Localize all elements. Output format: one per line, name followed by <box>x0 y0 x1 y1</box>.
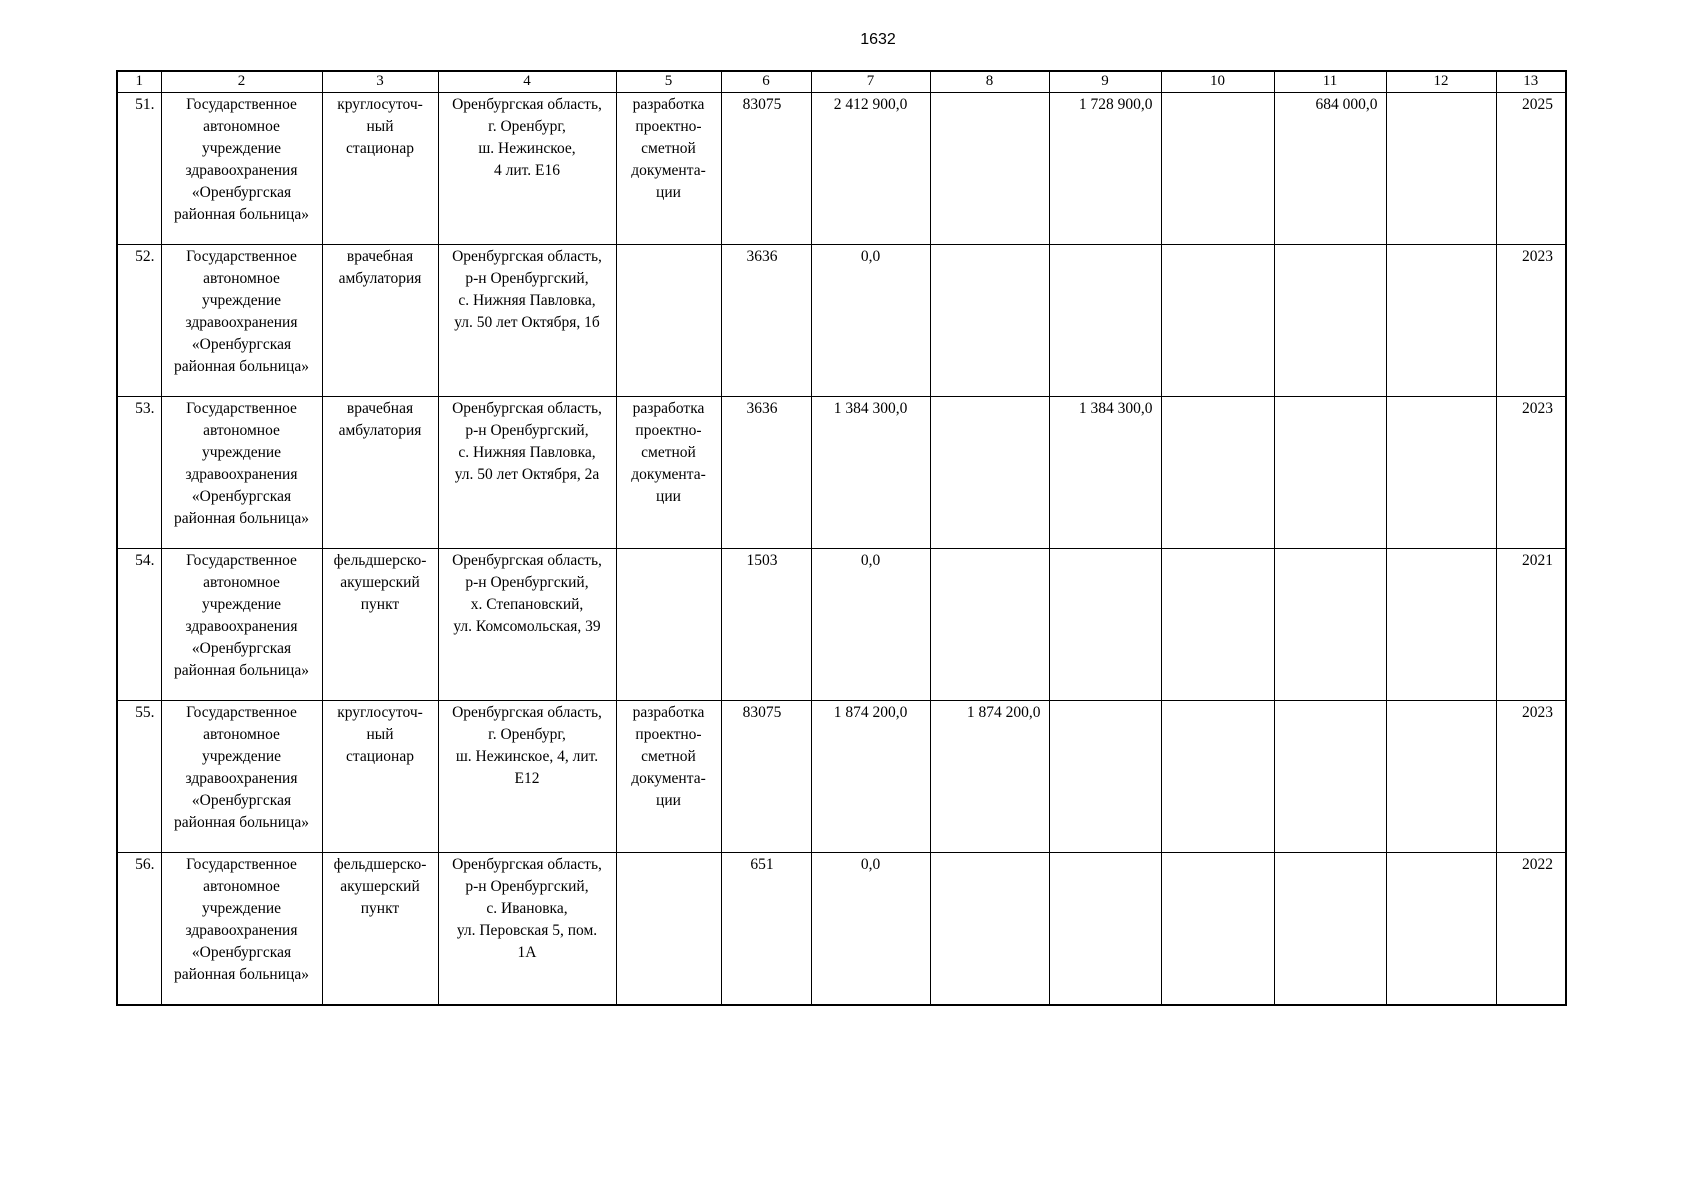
column-number-row <box>117 71 1566 93</box>
col11-cell <box>1274 549 1386 701</box>
address-cell-line: р-н Оренбургский, <box>465 270 589 287</box>
organization-cell-line: автономное <box>203 422 280 439</box>
column-header: 7 <box>811 71 930 93</box>
work-type-cell <box>616 549 721 701</box>
total-cost-cell: 0,0 <box>811 245 930 397</box>
facility-type-cell-line: фельдшерско- <box>333 552 427 569</box>
address-cell-line: ул. Перовская 5, пом. <box>456 922 598 939</box>
address-cell-line: р-н Оренбургский, <box>465 878 589 895</box>
total-cost-cell: 2 412 900,0 <box>811 93 930 245</box>
area-cell: 83075 <box>721 701 811 853</box>
facility-type-cell-line: врачебная <box>346 400 414 417</box>
address-cell-line: с. Ивановка, <box>486 900 568 917</box>
address-cell-line: Оренбургская область, <box>452 856 602 873</box>
col10-cell <box>1161 245 1274 397</box>
work-type-cell-line: проектно- <box>635 422 702 439</box>
column-header: 6 <box>721 71 811 93</box>
address-cell-line: Оренбургская область, <box>452 552 602 569</box>
col9-cell: 1 728 900,0 <box>1049 93 1161 245</box>
address-cell-line: 4 лит. Е16 <box>494 162 560 179</box>
col11-cell <box>1274 853 1386 1006</box>
address-cell-line: г. Оренбург, <box>488 118 566 135</box>
organization-cell-line: «Оренбургская <box>191 640 292 657</box>
facility-type-cell <box>322 93 438 245</box>
organization-cell-line: автономное <box>203 118 280 135</box>
column-header: 3 <box>322 71 438 93</box>
col8-cell <box>930 397 1049 549</box>
address-cell-line: х. Степановский, <box>470 596 584 613</box>
year-cell: 2021 <box>1496 549 1566 701</box>
table-row <box>117 93 1566 245</box>
organization-cell-line: здравоохранения <box>185 466 298 483</box>
facility-type-cell-line: акушерский <box>340 878 420 895</box>
organization-cell-line: районная больница» <box>174 662 309 679</box>
organization-cell-line: Государственное <box>186 248 297 265</box>
organization-cell-line: здравоохранения <box>185 162 298 179</box>
organization-cell-line: здравоохранения <box>185 618 298 635</box>
organization-cell-line: районная больница» <box>174 510 309 527</box>
organization-cell-line: учреждение <box>201 292 282 309</box>
facility-type-cell-line: стационар <box>346 748 414 765</box>
organization-cell-line: Государственное <box>186 552 297 569</box>
facility-type-cell-line: ный <box>366 726 394 743</box>
facility-type-cell-line: фельдшерско- <box>333 856 427 873</box>
organization-cell-line: районная больница» <box>174 814 309 831</box>
organization-cell-line: «Оренбургская <box>191 336 292 353</box>
col8-cell <box>930 93 1049 245</box>
table-row <box>117 853 1566 1006</box>
work-type-cell <box>616 397 721 549</box>
organization-cell-line: здравоохранения <box>185 922 298 939</box>
total-cost-cell: 0,0 <box>811 549 930 701</box>
address-cell-line: р-н Оренбургский, <box>465 574 589 591</box>
organization-cell-line: учреждение <box>201 140 282 157</box>
work-type-cell-line: документа- <box>631 466 706 483</box>
address-cell-line: с. Нижняя Павловка, <box>458 444 596 461</box>
organization-cell <box>161 93 322 245</box>
col8-cell <box>930 853 1049 1006</box>
organization-cell-line: здравоохранения <box>185 770 298 787</box>
organization-cell-line: автономное <box>203 270 280 287</box>
organization-cell <box>161 245 322 397</box>
address-cell-line: Оренбургская область, <box>452 248 602 265</box>
col10-cell <box>1161 397 1274 549</box>
organization-cell-line: автономное <box>203 726 280 743</box>
page-number: 1632 <box>860 31 896 48</box>
work-type-cell-line: проектно- <box>635 118 702 135</box>
facility-type-cell-line: стационар <box>346 140 414 157</box>
address-cell <box>438 701 616 853</box>
organization-cell-line: учреждение <box>201 444 282 461</box>
row-number-cell: 55. <box>117 701 161 853</box>
address-cell-line: 1А <box>517 944 537 961</box>
address-cell <box>438 853 616 1006</box>
work-type-cell-line: сметной <box>641 748 696 765</box>
col9-cell: 1 384 300,0 <box>1049 397 1161 549</box>
year-cell: 2023 <box>1496 397 1566 549</box>
organization-cell-line: «Оренбургская <box>191 488 292 505</box>
work-type-cell <box>616 245 721 397</box>
organization-cell-line: Государственное <box>186 856 297 873</box>
col9-cell <box>1049 549 1161 701</box>
organization-cell <box>161 853 322 1006</box>
column-header: 13 <box>1496 71 1566 93</box>
row-number-cell: 52. <box>117 245 161 397</box>
col10-cell <box>1161 701 1274 853</box>
col9-cell <box>1049 701 1161 853</box>
facility-type-cell-line: пункт <box>360 900 400 917</box>
address-cell <box>438 93 616 245</box>
address-cell-line: ш. Нежинское, <box>478 140 576 157</box>
organization-cell <box>161 701 322 853</box>
col10-cell <box>1161 549 1274 701</box>
address-cell-line: с. Нижняя Павловка, <box>458 292 596 309</box>
work-type-cell-line: разработка <box>632 96 705 113</box>
facility-type-cell-line: круглосуточ- <box>337 96 423 113</box>
col12-cell <box>1386 853 1496 1006</box>
col12-cell <box>1386 397 1496 549</box>
organization-cell-line: Государственное <box>186 400 297 417</box>
organization-cell-line: здравоохранения <box>185 314 298 331</box>
work-type-cell <box>616 701 721 853</box>
facility-type-cell-line: врачебная <box>346 248 414 265</box>
facility-type-cell <box>322 853 438 1006</box>
work-type-cell-line: проектно- <box>635 726 702 743</box>
col9-cell <box>1049 853 1161 1006</box>
area-cell: 3636 <box>721 245 811 397</box>
total-cost-cell: 1 384 300,0 <box>811 397 930 549</box>
column-header: 12 <box>1386 71 1496 93</box>
year-cell: 2025 <box>1496 93 1566 245</box>
investment-table <box>116 70 1567 1006</box>
address-cell-line: г. Оренбург, <box>488 726 566 743</box>
organization-cell-line: учреждение <box>201 748 282 765</box>
facility-type-cell <box>322 397 438 549</box>
column-header: 9 <box>1049 71 1161 93</box>
col11-cell <box>1274 701 1386 853</box>
address-cell <box>438 549 616 701</box>
table-row <box>117 549 1566 701</box>
organization-cell-line: районная больница» <box>174 206 309 223</box>
work-type-cell-line: документа- <box>631 162 706 179</box>
year-cell: 2023 <box>1496 701 1566 853</box>
area-cell: 651 <box>721 853 811 1006</box>
facility-type-cell-line: амбулатория <box>338 422 422 439</box>
address-cell-line: Оренбургская область, <box>452 96 602 113</box>
col8-cell <box>930 245 1049 397</box>
row-number-cell: 53. <box>117 397 161 549</box>
address-cell-line: ш. Нежинское, 4, лит. <box>455 748 599 765</box>
organization-cell <box>161 397 322 549</box>
area-cell: 83075 <box>721 93 811 245</box>
facility-type-cell-line: акушерский <box>340 574 420 591</box>
address-cell-line: Оренбургская область, <box>452 400 602 417</box>
col12-cell <box>1386 245 1496 397</box>
work-type-cell-line: ции <box>656 184 681 201</box>
column-header: 1 <box>117 71 161 93</box>
address-cell-line: ул. 50 лет Октября, 2а <box>454 466 600 483</box>
work-type-cell-line: ции <box>656 792 681 809</box>
year-cell: 2023 <box>1496 245 1566 397</box>
work-type-cell-line: сметной <box>641 140 696 157</box>
table-row <box>117 245 1566 397</box>
organization-cell-line: Государственное <box>186 96 297 113</box>
work-type-cell <box>616 93 721 245</box>
facility-type-cell <box>322 549 438 701</box>
facility-type-cell-line: амбулатория <box>338 270 422 287</box>
organization-cell-line: учреждение <box>201 900 282 917</box>
area-cell: 1503 <box>721 549 811 701</box>
row-number-cell: 54. <box>117 549 161 701</box>
col11-cell: 684 000,0 <box>1274 93 1386 245</box>
organization-cell-line: автономное <box>203 878 280 895</box>
address-cell-line: Е12 <box>514 770 540 787</box>
column-header: 5 <box>616 71 721 93</box>
address-cell <box>438 397 616 549</box>
column-header: 2 <box>161 71 322 93</box>
year-cell: 2022 <box>1496 853 1566 1006</box>
work-type-cell-line: разработка <box>632 704 705 721</box>
work-type-cell-line: сметной <box>641 444 696 461</box>
col12-cell <box>1386 701 1496 853</box>
organization-cell-line: автономное <box>203 574 280 591</box>
organization-cell-line: «Оренбургская <box>191 184 292 201</box>
row-number-cell: 51. <box>117 93 161 245</box>
address-cell-line: Оренбургская область, <box>452 704 602 721</box>
column-header: 4 <box>438 71 616 93</box>
row-number-cell: 56. <box>117 853 161 1006</box>
organization-cell-line: районная больница» <box>174 358 309 375</box>
organization-cell-line: Государственное <box>186 704 297 721</box>
organization-cell <box>161 549 322 701</box>
facility-type-cell-line: пункт <box>360 596 400 613</box>
col8-cell <box>930 549 1049 701</box>
col8-cell: 1 874 200,0 <box>930 701 1049 853</box>
col10-cell <box>1161 93 1274 245</box>
table-row <box>117 701 1566 853</box>
area-cell: 3636 <box>721 397 811 549</box>
col12-cell <box>1386 549 1496 701</box>
col12-cell <box>1386 93 1496 245</box>
column-header: 8 <box>930 71 1049 93</box>
work-type-cell <box>616 853 721 1006</box>
col11-cell <box>1274 245 1386 397</box>
col10-cell <box>1161 853 1274 1006</box>
facility-type-cell-line: круглосуточ- <box>337 704 423 721</box>
organization-cell-line: учреждение <box>201 596 282 613</box>
column-header: 10 <box>1161 71 1274 93</box>
address-cell-line: ул. Комсомольская, 39 <box>453 618 601 635</box>
organization-cell-line: «Оренбургская <box>191 944 292 961</box>
total-cost-cell: 0,0 <box>811 853 930 1006</box>
col11-cell <box>1274 397 1386 549</box>
table-row <box>117 397 1566 549</box>
total-cost-cell: 1 874 200,0 <box>811 701 930 853</box>
facility-type-cell <box>322 245 438 397</box>
organization-cell-line: районная больница» <box>174 966 309 983</box>
address-cell-line: ул. 50 лет Октября, 1б <box>454 314 600 331</box>
col9-cell <box>1049 245 1161 397</box>
work-type-cell-line: разработка <box>632 400 705 417</box>
organization-cell-line: «Оренбургская <box>191 792 292 809</box>
address-cell <box>438 245 616 397</box>
column-header: 11 <box>1274 71 1386 93</box>
facility-type-cell-line: ный <box>366 118 394 135</box>
work-type-cell-line: документа- <box>631 770 706 787</box>
work-type-cell-line: ции <box>656 488 681 505</box>
address-cell-line: р-н Оренбургский, <box>465 422 589 439</box>
facility-type-cell <box>322 701 438 853</box>
